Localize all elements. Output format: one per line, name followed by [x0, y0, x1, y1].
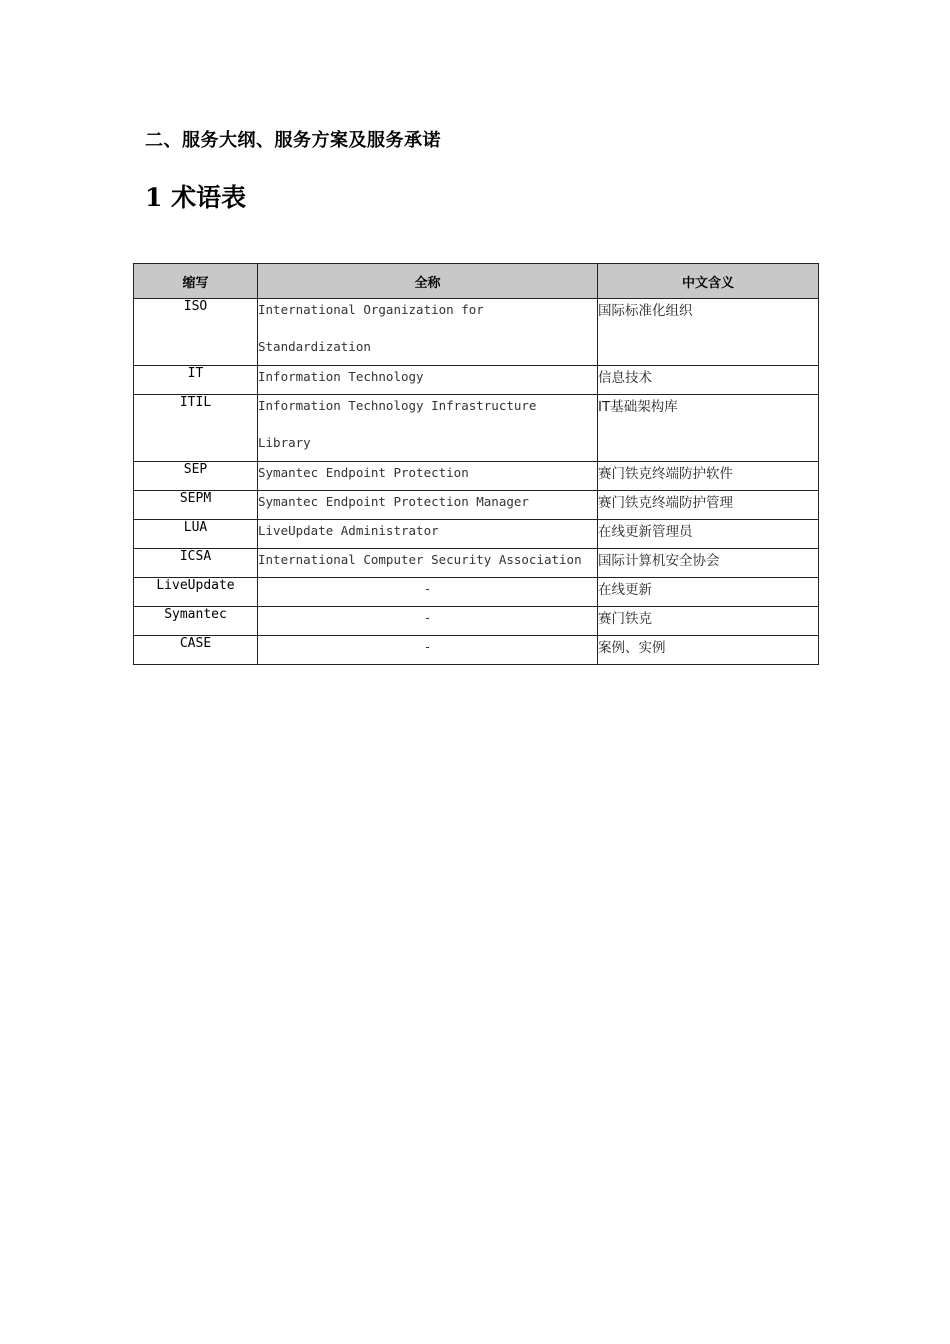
- chinese-meaning-cell: 信息技术: [598, 366, 819, 395]
- table-row: [134, 520, 819, 549]
- full-name-cell: [258, 366, 598, 395]
- abbreviation-cell: SEPM: [134, 491, 258, 520]
- table-row: [134, 462, 819, 491]
- abbreviation-cell: ITIL: [134, 395, 258, 462]
- chinese-meaning-cell: 在线更新管理员: [598, 520, 819, 549]
- chinese-meaning-cell: 赛门铁克终端防护管理: [598, 491, 819, 520]
- table-row: [134, 578, 819, 607]
- full-name-cell: [258, 462, 598, 491]
- chinese-meaning-cell: 在线更新: [598, 578, 819, 607]
- abbreviation-cell: LiveUpdate: [134, 578, 258, 607]
- abbreviation-cell: ISO: [134, 299, 258, 366]
- full-name-line: -: [423, 610, 432, 625]
- chinese-meaning-cell: 国际标准化组织: [598, 299, 819, 366]
- full-name-line: Information Technology: [258, 369, 424, 384]
- chinese-meaning-cell: 赛门铁克终端防护软件: [598, 462, 819, 491]
- abbreviation-cell: LUA: [134, 520, 258, 549]
- table-row: [134, 491, 819, 520]
- table-row: [134, 607, 819, 636]
- full-name-cell: [258, 636, 598, 665]
- table-row: [134, 366, 819, 395]
- column-header-full-name: 全称: [258, 264, 598, 299]
- full-name-line: -: [423, 639, 432, 654]
- table-row: [134, 299, 819, 366]
- chinese-meaning-cell: 国际计算机安全协会: [598, 549, 819, 578]
- full-name-line: Symantec Endpoint Protection Manager: [258, 494, 529, 509]
- glossary-heading: 1 术语表: [145, 183, 247, 212]
- chinese-meaning-cell: 案例、实例: [598, 636, 819, 665]
- full-name-line: Library: [258, 435, 311, 450]
- full-name-line: International Organization for: [258, 302, 484, 317]
- abbreviation-cell: SEP: [134, 462, 258, 491]
- full-name-line: Symantec Endpoint Protection: [258, 465, 469, 480]
- section-title: 二、服务大纲、服务方案及服务承诺: [145, 130, 441, 151]
- column-header-abbreviation: 缩写: [134, 264, 258, 299]
- chinese-meaning-cell: 赛门铁克: [598, 607, 819, 636]
- full-name-cell: [258, 607, 598, 636]
- column-header-chinese-meaning: 中文含义: [598, 264, 819, 299]
- glossary-table: [133, 263, 819, 665]
- full-name-line: International Computer Security Association: [258, 552, 582, 567]
- table-row: [134, 549, 819, 578]
- full-name-cell: [258, 549, 598, 578]
- full-name-cell: [258, 578, 598, 607]
- full-name-cell: [258, 299, 598, 366]
- chinese-meaning-cell: IT基础架构库: [598, 395, 819, 462]
- full-name-line: Information Technology Infrastructure: [258, 398, 537, 413]
- table-header-row: [134, 264, 819, 299]
- full-name-line: -: [423, 581, 432, 596]
- table-row: [134, 636, 819, 665]
- full-name-cell: [258, 491, 598, 520]
- full-name-cell: [258, 520, 598, 549]
- abbreviation-cell: ICSA: [134, 549, 258, 578]
- abbreviation-cell: IT: [134, 366, 258, 395]
- table-row: [134, 395, 819, 462]
- full-name-line: LiveUpdate Administrator: [258, 523, 439, 538]
- full-name-line: Standardization: [258, 339, 371, 354]
- abbreviation-cell: Symantec: [134, 607, 258, 636]
- abbreviation-cell: CASE: [134, 636, 258, 665]
- full-name-cell: [258, 395, 598, 462]
